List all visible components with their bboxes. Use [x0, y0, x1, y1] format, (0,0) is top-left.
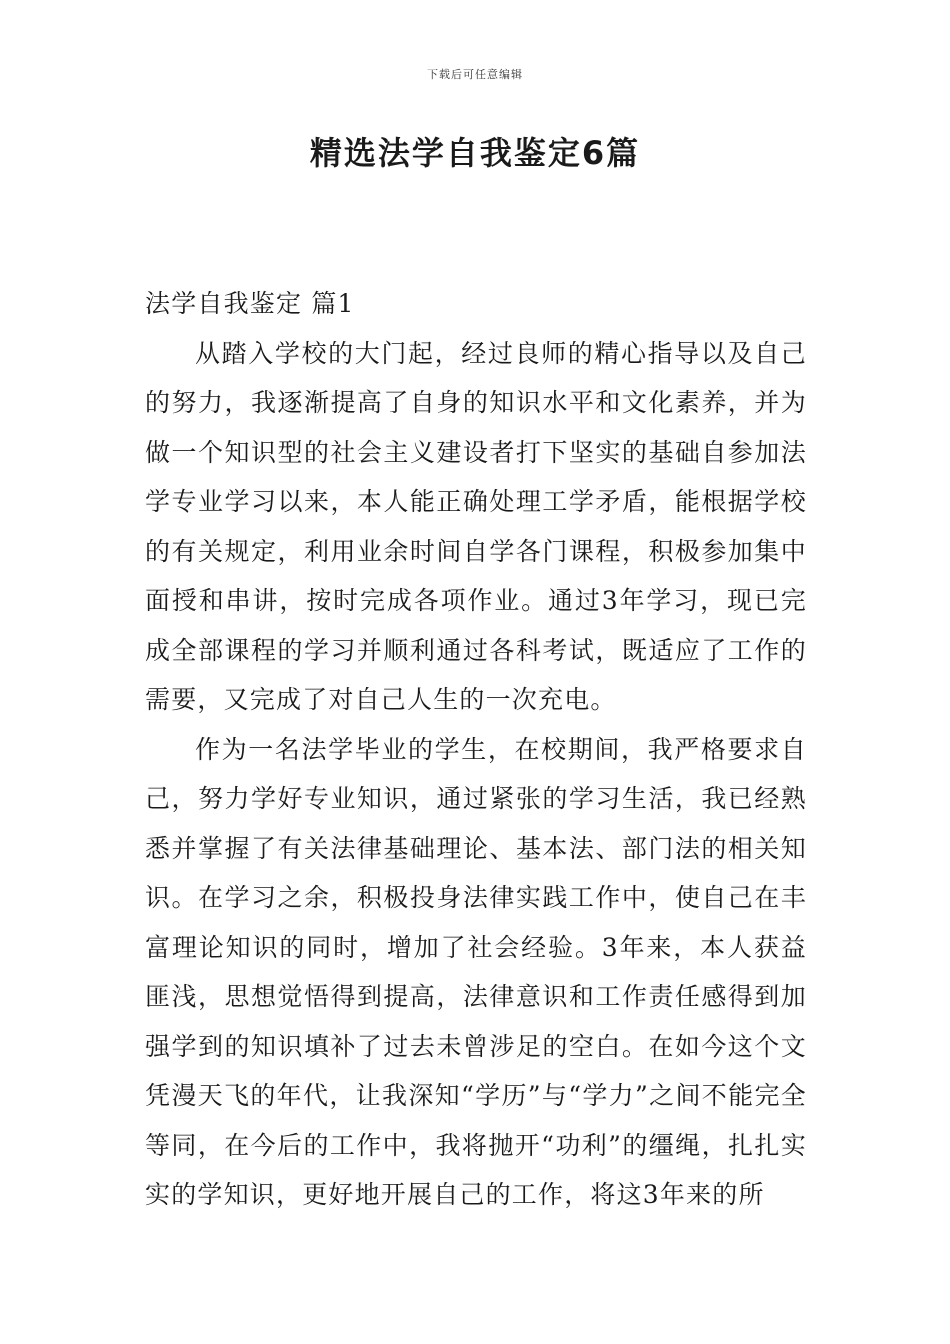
document-body: [145, 279, 807, 1220]
paragraph-2: 作为一名法学毕业的学生，在校期间，我严格要求自己，努力学好专业知识，通过紧张的学习生活，我已经熟悉并掌握了有关法律基础理论、基本法、部门法的相关知识。在学习之余，积极投身法律实践工作中，使自己在丰富理论知识的同时，增加了社会经验。3年来，本人获益匪浅，思想觉悟得到提高，法律意识和工作责任感得到加强学到的知识填补了过去未曾涉足的空白。在如今这个文凭漫天飞的年代，让我深知“学历”与“学力”之间不能完全等同，在今后的工作中，我将抛开“功利”的缰绳，扎扎实实的学知识，更好地开展自己的工作，将这3年来的所: [145, 734, 807, 1209]
paragraph-1: 从踏入学校的大门起，经过良师的精心指导以及自己的努力，我逐渐提高了自身的知识水平和文化素养，并为做一个知识型的社会主义建设者打下坚实的基础自参加法学专业学习以来，本人能正确处理工学矛盾，能根据学校的有关规定，利用业余时间自学各门课程，积极参加集中面授和串讲，按时完成各项作业。通过3年学习，现已完成全部课程的学习并顺利通过各科考试，既适应了工作的需要，又完成了对自己人生的一次充电。: [145, 338, 807, 714]
document-title: 精选法学自我鉴定6篇: [309, 134, 641, 172]
section-heading: 法学自我鉴定 篇1: [145, 289, 355, 318]
header-note: 下载后可任意编辑: [427, 68, 523, 81]
